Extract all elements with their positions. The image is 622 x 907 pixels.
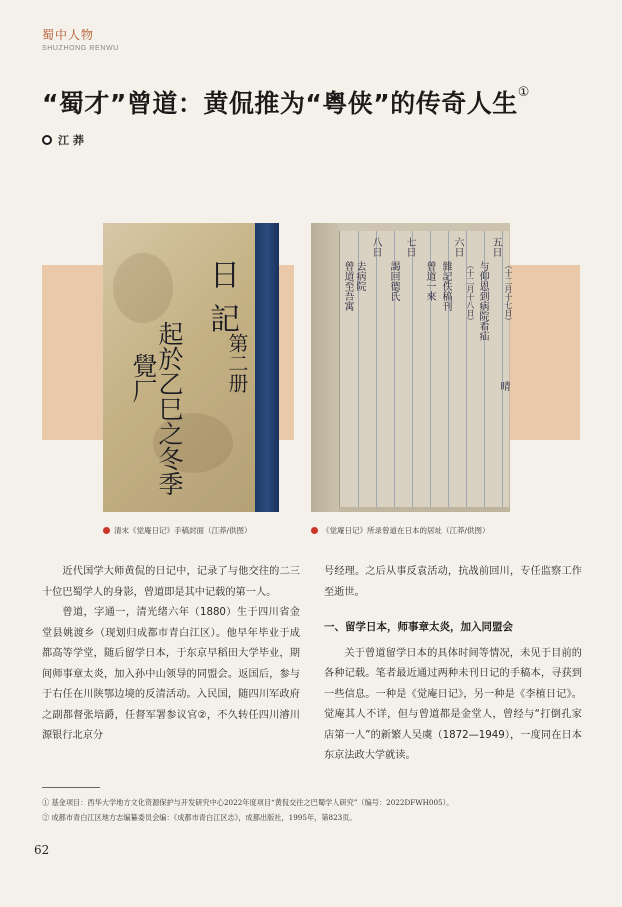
caption-bullet-icon <box>103 527 110 534</box>
book-spine <box>255 223 279 512</box>
caption-text-2: 《觉庵日记》所录曾道在日本的居址（江莽/供图） <box>322 526 490 535</box>
diary-col-3: 与仰恩到病院看疝 <box>477 261 488 341</box>
paper-stain <box>113 253 173 323</box>
diary-col-2: （十二月十七日） <box>504 261 513 325</box>
body-paragraph: 近代国学大师黄侃的日记中，记录了与他交往的二三十位巴蜀学人的身影，曾道即是其中记载的第一人。 <box>42 566 300 598</box>
section-name-cn: 蜀中人物 <box>42 28 95 42</box>
body-paragraph: 关于曾道留学日本的具体时间等情况，未见于目前的各种记载。笔者最近通过两种未刊日记的手稿本，寻获到一些信息。一种是《觉庵日记》，另一种是《李植日记》。觉庵其人不详，但与曾道都是金堂人，曾经与“打倒孔家店第一人”的新繁人吴虞（1872—1949），一度同在日本东京法政大学就读。 <box>324 647 582 761</box>
cover-handwriting-5: 覺厂 <box>129 353 158 403</box>
diary-col-1: 五日 <box>490 237 501 257</box>
diary-col-6: 雜記佚稿刊 <box>440 261 451 311</box>
title-footnote-mark[interactable]: ① <box>517 85 530 100</box>
diary-sheet <box>339 231 513 507</box>
cover-handwriting-4: 起於乙巳之冬季 <box>155 321 184 496</box>
diary-col-7: 曾道一來 <box>424 261 435 301</box>
diary-col-12: 去病院 <box>354 261 365 291</box>
diary-col-13: 曾道至吾寓 <box>342 261 353 311</box>
section-name-en: SHUZHONG RENWU <box>42 45 119 52</box>
section-header <box>42 26 119 52</box>
article-title-text: “蜀才”曾道：黄侃推为“粤侠”的传奇人生 <box>42 89 518 118</box>
footnote-divider <box>42 787 100 788</box>
author-bullet-icon <box>42 135 52 145</box>
photo-caption-2 <box>311 525 490 536</box>
footnote-2: ② 成都市青白江区地方志编纂委员会编：《成都市青白江区志》，成都出版社，1995年，第823页。 <box>42 813 357 822</box>
diary-col-4: 六日 <box>452 237 463 257</box>
body-column-right <box>324 562 582 767</box>
body-paragraph: 号经理。之后从事反袁活动，抗战前回川，专任监察工作至逝世。 <box>324 566 582 598</box>
body-column-left <box>42 562 300 747</box>
footnote-1: ① 基金项目：西华大学地方文化资源保护与开发研究中心2022年度项目“黄侃交往之巴蜀学人研究”（编号：2022DFWH005）。 <box>42 798 454 807</box>
diary-col-10: 八日 <box>370 237 381 257</box>
caption-bullet-icon <box>311 527 318 534</box>
body-paragraph: 曾道，字通一，清光绪六年（1880）生于四川省金堂县姚渡乡（现划归成都市青白江区）。他早年毕业于成都高等学堂，随后留学日本，于东京早稻田大学毕业，期间师事章太炎，加入孙中山领导的同盟会。返国后，参与于右任在川陕鄂边境的反清活动。入民国，随四川军政府之副都督张培爵，任督军署参议官②，不久转任四川濬川源银行北京分 <box>42 607 300 741</box>
book-edge <box>311 223 339 512</box>
diary-cover-photo <box>103 223 279 512</box>
cover-handwriting-3: 第二册 <box>225 333 249 393</box>
caption-text-1: 清末《觉庵日记》手稿封面（江莽/供图） <box>114 526 252 535</box>
page-number: 62 <box>34 843 50 857</box>
diary-col-8: 七日 <box>404 237 415 257</box>
author-name: 江 莽 <box>58 134 84 147</box>
cover-handwriting-2: 記 <box>204 303 239 333</box>
section-heading: 一、留学日本，师事章太炎，加入同盟会 <box>324 621 513 633</box>
article-title <box>42 84 530 120</box>
diary-col-5: （十二月十八日） <box>466 261 475 325</box>
diary-col-11: 晴 <box>498 381 509 391</box>
footnotes <box>42 795 582 825</box>
author-line <box>42 132 84 148</box>
diary-page-photo <box>311 223 513 512</box>
cover-handwriting-1: 日 <box>204 259 239 289</box>
photo-caption-1 <box>103 525 252 536</box>
diary-col-9: 謁回德氏 <box>388 261 399 301</box>
